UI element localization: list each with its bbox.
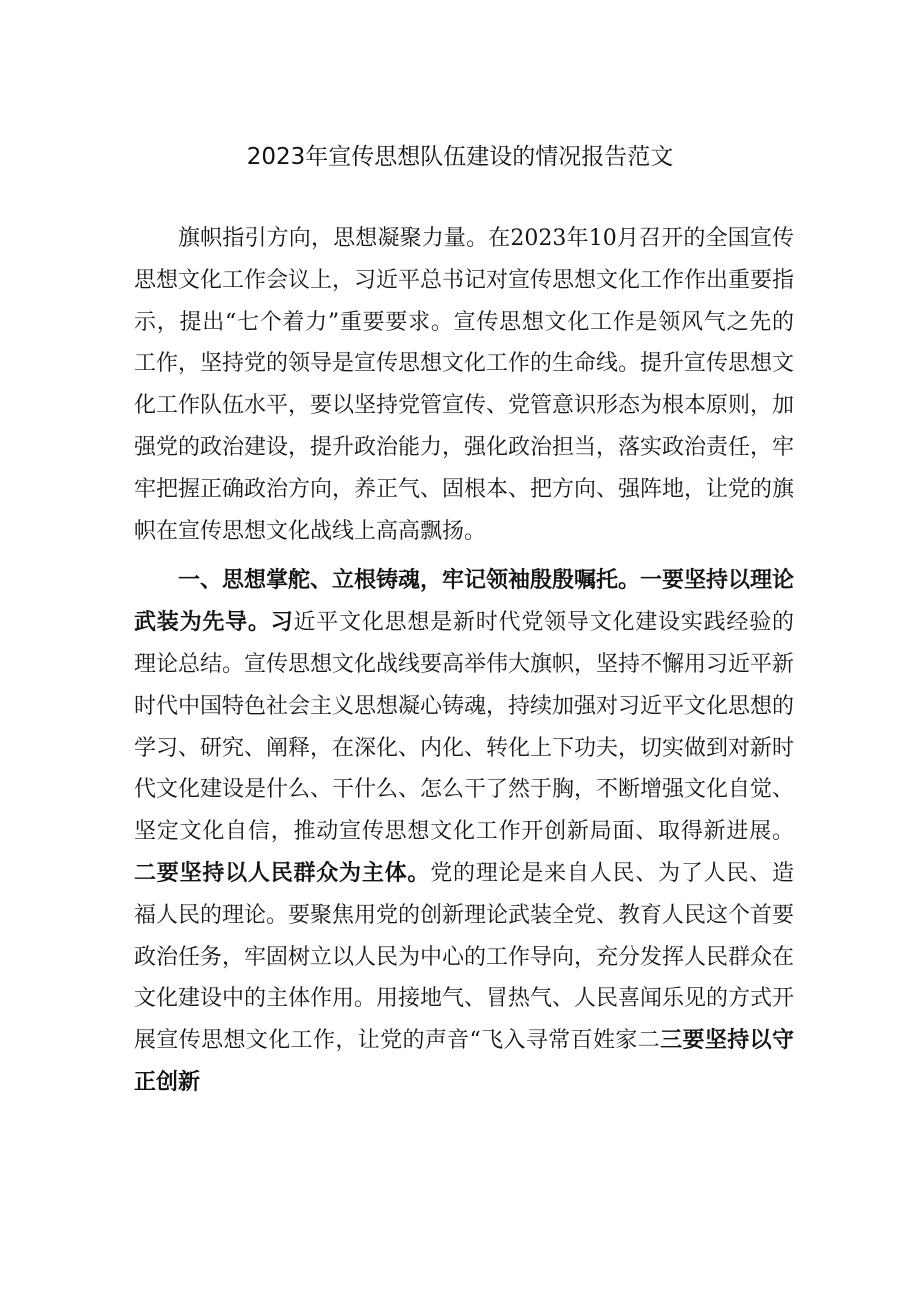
document-body	[134, 218, 794, 1112]
paragraph-section-one	[134, 560, 794, 1103]
paragraph-intro: 旗帜指引方向，思想凝聚力量。在2023年10月召开的全国宣传思想文化工作会议上，习近平总书记对宣传思想文化工作作出重要指示，提出“七个着力”重要要求。宣传思想文化工作是领风气之先的工作，坚持党的领导是宣传思想文化工作的生命线。提升宣传思想文化工作队伍水平，要以坚持党管宣传、党管意识形态为根本原则，加强党的政治建设，提升政治能力，强化政治担当，落实政治责任，牢牢把握正确政治方向，养正气、固根本、把方向、强阵地，让党的旗帜在宣传思想文化战线上高高飘扬。	[134, 226, 795, 544]
section-one-heading: 一、思想掌舵、立根铸魂，牢记领袖殷殷嘱托。一要坚持以理论武装为先导。习	[134, 567, 795, 636]
point-three-heading: 三要坚持以守正创新	[134, 1027, 794, 1095]
point-two-heading: 二要坚持以人民群众为主体。	[134, 859, 431, 886]
document-title: 2023年宣传思想队伍建设的情况报告范文	[246, 144, 674, 170]
section-one-text: 近平文化思想是新时代党领导文化建设实践经验的理论总结。宣传思想文化战线要高举伟大旗帜，坚持不懈用习近平新时代中国特色社会主义思想凝心铸魂，持续加强对习近平文化思想的学习、研究、阐释，在深化、内化、转化上下功夫，切实做到对新时代文化建设是什么、干什么、怎么干了然于胸，不断增强文化自觉、坚定文化自信，推动宣传思想文化工作开创新局面、取得新进展。	[134, 610, 795, 845]
point-two-text: 党的理论是来自人民、为了人民、造福人民的理论。要聚焦用党的创新理论武装全党、教育人民这个首要政治任务，牢固树立以人民为中心的工作导向，充分发挥人民群众在文化建设中的主体作用。用接地气、冒热气、人民喜闻乐见的方式开展宣传思想文化工作，让党的声音“飞入寻常百姓家二	[134, 860, 795, 1054]
